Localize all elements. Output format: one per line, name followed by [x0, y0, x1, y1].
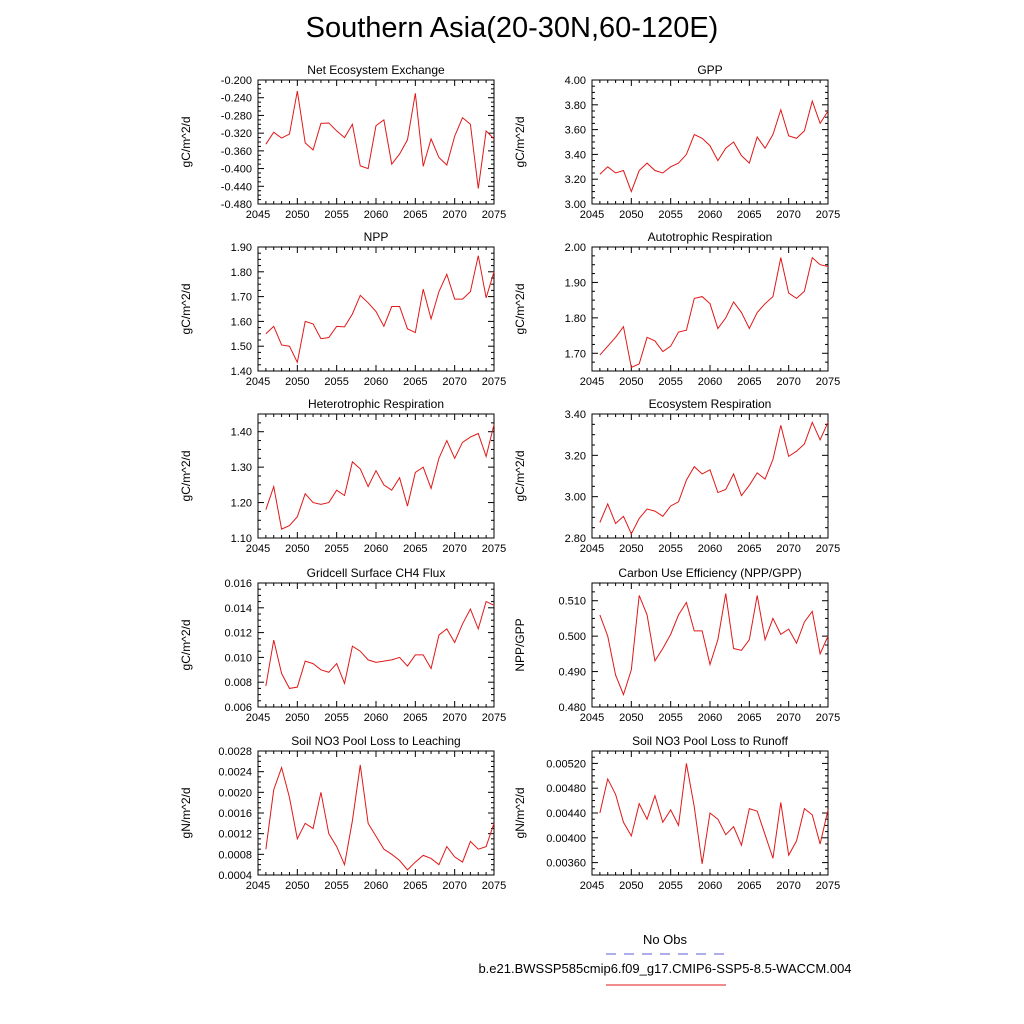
x-tick-label: 2045 — [579, 543, 605, 555]
x-tick-label: 2070 — [442, 376, 467, 388]
x-tick-label: 2055 — [658, 209, 683, 221]
y-tick-label: 3.40 — [564, 149, 586, 162]
x-tick-label: 2060 — [697, 543, 723, 555]
y-tick-label: 1.80 — [564, 312, 586, 325]
x-tick-label: 2045 — [579, 376, 605, 388]
y-axis-label: gN/m^2/d — [513, 787, 527, 839]
y-tick-label: 0.510 — [558, 595, 586, 608]
x-tick-label: 2050 — [285, 880, 310, 892]
y-tick-label: 1.90 — [230, 242, 252, 254]
x-tick-label: 2070 — [442, 209, 467, 221]
y-tick-label: 3.20 — [564, 450, 586, 463]
x-tick-label: 2050 — [619, 543, 644, 555]
y-tick-label: 3.00 — [564, 199, 586, 211]
y-tick-label: 3.60 — [564, 124, 586, 137]
x-tick-label: 2065 — [403, 880, 428, 892]
x-tick-label: 2045 — [245, 376, 271, 388]
chart-title: Soil NO3 Pool Loss to Runoff — [632, 734, 788, 748]
y-tick-label: 1.60 — [230, 316, 252, 329]
x-tick-label: 2050 — [619, 376, 644, 388]
plot-frame — [258, 583, 494, 707]
y-axis-label: gC/m^2/d — [179, 283, 193, 335]
y-tick-label: 0.010 — [224, 652, 252, 665]
chart-title: Autotrophic Respiration — [647, 230, 773, 244]
series-line — [266, 765, 494, 870]
x-tick-label: 2055 — [324, 712, 349, 724]
x-tick-label: 2065 — [737, 543, 762, 555]
x-tick-label: 2050 — [285, 712, 310, 724]
chart-npp — [179, 230, 506, 388]
y-tick-label: 0.480 — [558, 702, 586, 714]
y-tick-label: 0.0012 — [218, 828, 252, 841]
x-tick-label: 2045 — [245, 712, 271, 724]
y-axis-label: gC/m^2/d — [513, 283, 527, 335]
x-tick-label: 2050 — [285, 376, 310, 388]
y-tick-label: 0.00520 — [546, 758, 586, 771]
plot-frame — [258, 247, 494, 371]
plot-frame — [592, 80, 828, 204]
x-tick-label: 2055 — [658, 712, 683, 724]
y-tick-label: 1.80 — [230, 266, 252, 279]
y-tick-label: 1.30 — [230, 462, 252, 475]
y-tick-label: 1.90 — [564, 277, 586, 290]
x-tick-label: 2050 — [619, 880, 644, 892]
chart-title: Ecosystem Respiration — [648, 397, 772, 411]
x-tick-label: 2060 — [363, 543, 389, 555]
chart-soil-no3-pool-loss-to-runoff — [513, 734, 840, 892]
chart-title: NPP — [363, 230, 389, 244]
chart-title: Gridcell Surface CH4 Flux — [306, 566, 446, 580]
series-line — [266, 91, 494, 188]
plot-frame — [592, 583, 828, 707]
x-tick-label: 2055 — [324, 543, 349, 555]
series-line — [600, 258, 828, 368]
x-tick-label: 2045 — [245, 880, 271, 892]
series-line — [600, 101, 828, 192]
y-tick-label: 0.0004 — [218, 870, 252, 882]
x-tick-label: 2070 — [776, 543, 801, 555]
x-tick-label: 2060 — [697, 209, 723, 221]
x-tick-label: 2045 — [245, 543, 271, 555]
x-tick-label: 2065 — [403, 376, 428, 388]
x-tick-label: 2075 — [815, 880, 841, 892]
chart-ecosystem-respiration — [513, 397, 840, 555]
page-title: Southern Asia(20-30N,60-120E) — [305, 12, 719, 44]
x-tick-label: 2075 — [815, 376, 841, 388]
y-tick-label: -0.280 — [220, 110, 252, 123]
y-tick-label: -0.200 — [220, 75, 252, 87]
x-tick-label: 2065 — [403, 543, 428, 555]
plot-frame — [592, 247, 828, 371]
x-tick-label: 2065 — [403, 712, 428, 724]
y-tick-label: -0.400 — [220, 163, 252, 176]
y-tick-label: 1.50 — [230, 341, 252, 354]
y-axis-label: gC/m^2/d — [513, 116, 527, 168]
x-tick-label: 2075 — [815, 712, 841, 724]
x-tick-label: 2045 — [579, 712, 605, 724]
y-tick-label: 0.016 — [224, 578, 252, 590]
y-tick-label: 0.00440 — [546, 808, 586, 820]
y-axis-label: gC/m^2/d — [179, 450, 193, 502]
x-tick-label: 2065 — [737, 209, 762, 221]
x-tick-label: 2070 — [776, 376, 801, 388]
y-tick-label: 0.00480 — [546, 783, 586, 796]
y-tick-label: 1.10 — [230, 533, 252, 545]
x-tick-label: 2060 — [363, 209, 389, 221]
chart-title: Heterotrophic Respiration — [307, 397, 445, 411]
chart-carbon-use-efficiency-npp-gpp — [513, 566, 840, 724]
plot-frame — [258, 80, 494, 204]
series-line — [600, 763, 828, 863]
chart-heterotrophic-respiration — [179, 397, 506, 555]
y-axis-label: NPP/GPP — [513, 618, 527, 672]
series-line — [600, 594, 828, 695]
y-tick-label: 0.0028 — [218, 746, 252, 758]
x-tick-label: 2070 — [776, 209, 801, 221]
series-line — [266, 602, 494, 689]
x-tick-label: 2065 — [737, 880, 762, 892]
y-tick-label: 0.014 — [224, 602, 252, 615]
x-tick-label: 2060 — [363, 376, 389, 388]
x-tick-label: 2075 — [481, 543, 507, 555]
legend-case-label: b.e21.BWSSP585cmip6.f09_g17.CMIP6-SSP5-8.5-WACCM.004 — [478, 961, 852, 976]
y-tick-label: 1.70 — [230, 291, 252, 304]
y-tick-label: -0.360 — [220, 145, 252, 158]
series-line — [600, 422, 828, 534]
y-tick-label: 0.490 — [558, 666, 586, 679]
x-tick-label: 2045 — [579, 209, 605, 221]
x-tick-label: 2070 — [442, 712, 467, 724]
x-tick-label: 2060 — [697, 712, 723, 724]
y-tick-label: -0.240 — [220, 92, 252, 105]
y-axis-label: gC/m^2/d — [179, 619, 193, 671]
chart-title: Carbon Use Efficiency (NPP/GPP) — [618, 566, 802, 580]
x-tick-label: 2070 — [776, 712, 801, 724]
x-tick-label: 2065 — [737, 376, 762, 388]
y-tick-label: 0.008 — [224, 677, 252, 690]
chart-title: GPP — [697, 63, 723, 77]
series-line — [266, 256, 494, 363]
x-tick-label: 2055 — [324, 209, 349, 221]
y-tick-label: 3.20 — [564, 174, 586, 187]
plot-frame — [258, 414, 494, 538]
y-tick-label: -0.440 — [220, 181, 252, 194]
y-tick-label: 1.20 — [230, 497, 252, 510]
x-tick-label: 2045 — [245, 209, 271, 221]
y-axis-label: gC/m^2/d — [179, 116, 193, 168]
y-axis-label: gN/m^2/d — [179, 787, 193, 839]
chart-gridcell-surface-ch4-flux — [179, 566, 506, 724]
x-tick-label: 2070 — [442, 880, 467, 892]
plot-frame — [592, 414, 828, 538]
y-tick-label: 2.80 — [564, 533, 586, 545]
y-tick-label: 1.40 — [230, 366, 252, 378]
x-tick-label: 2045 — [579, 880, 605, 892]
chart-autotrophic-respiration — [513, 230, 840, 388]
x-tick-label: 2060 — [363, 712, 389, 724]
x-tick-label: 2065 — [737, 712, 762, 724]
x-tick-label: 2060 — [697, 880, 723, 892]
y-tick-label: 3.40 — [564, 409, 586, 421]
x-tick-label: 2075 — [815, 209, 841, 221]
x-tick-label: 2075 — [481, 376, 507, 388]
x-tick-label: 2060 — [697, 376, 723, 388]
x-tick-label: 2065 — [403, 209, 428, 221]
y-tick-label: 0.0008 — [218, 849, 252, 862]
y-tick-label: 0.0016 — [218, 808, 252, 820]
x-tick-label: 2055 — [658, 880, 683, 892]
chart-title: Net Ecosystem Exchange — [307, 63, 445, 77]
x-tick-label: 2055 — [324, 376, 349, 388]
x-tick-label: 2055 — [658, 376, 683, 388]
y-tick-label: -0.320 — [220, 128, 252, 141]
x-tick-label: 2050 — [285, 543, 310, 555]
y-tick-label: 3.00 — [564, 491, 586, 504]
legend-obs-label: No Obs — [642, 932, 688, 947]
plot-frame — [258, 751, 494, 875]
x-tick-label: 2075 — [481, 712, 507, 724]
y-tick-label: 3.80 — [564, 99, 586, 112]
y-tick-label: 1.40 — [230, 426, 252, 439]
y-axis-label: gC/m^2/d — [513, 450, 527, 502]
y-tick-label: 0.006 — [224, 702, 252, 714]
chart-net-ecosystem-exchange — [179, 63, 506, 221]
x-tick-label: 2075 — [481, 880, 507, 892]
y-tick-label: 2.00 — [564, 242, 586, 254]
x-tick-label: 2050 — [619, 712, 644, 724]
y-tick-label: 0.012 — [224, 627, 252, 640]
x-tick-label: 2070 — [442, 543, 467, 555]
x-tick-label: 2075 — [815, 543, 841, 555]
x-tick-label: 2075 — [481, 209, 507, 221]
y-tick-label: 4.00 — [564, 75, 586, 87]
chart-title: Soil NO3 Pool Loss to Leaching — [291, 734, 461, 748]
y-tick-label: -0.480 — [220, 199, 252, 211]
x-tick-label: 2055 — [658, 543, 683, 555]
series-line — [266, 425, 494, 530]
chart-gpp — [513, 63, 840, 221]
chart-soil-no3-pool-loss-to-leaching — [179, 734, 506, 892]
x-tick-label: 2050 — [619, 209, 644, 221]
y-tick-label: 0.0020 — [218, 787, 252, 800]
x-tick-label: 2070 — [776, 880, 801, 892]
y-tick-label: 0.00400 — [546, 832, 586, 845]
x-tick-label: 2050 — [285, 209, 310, 221]
y-tick-label: 1.70 — [564, 348, 586, 361]
x-tick-label: 2055 — [324, 880, 349, 892]
x-tick-label: 2060 — [363, 880, 389, 892]
y-tick-label: 0.500 — [558, 631, 586, 644]
y-tick-label: 0.00360 — [546, 857, 586, 870]
y-tick-label: 0.0024 — [218, 766, 252, 779]
